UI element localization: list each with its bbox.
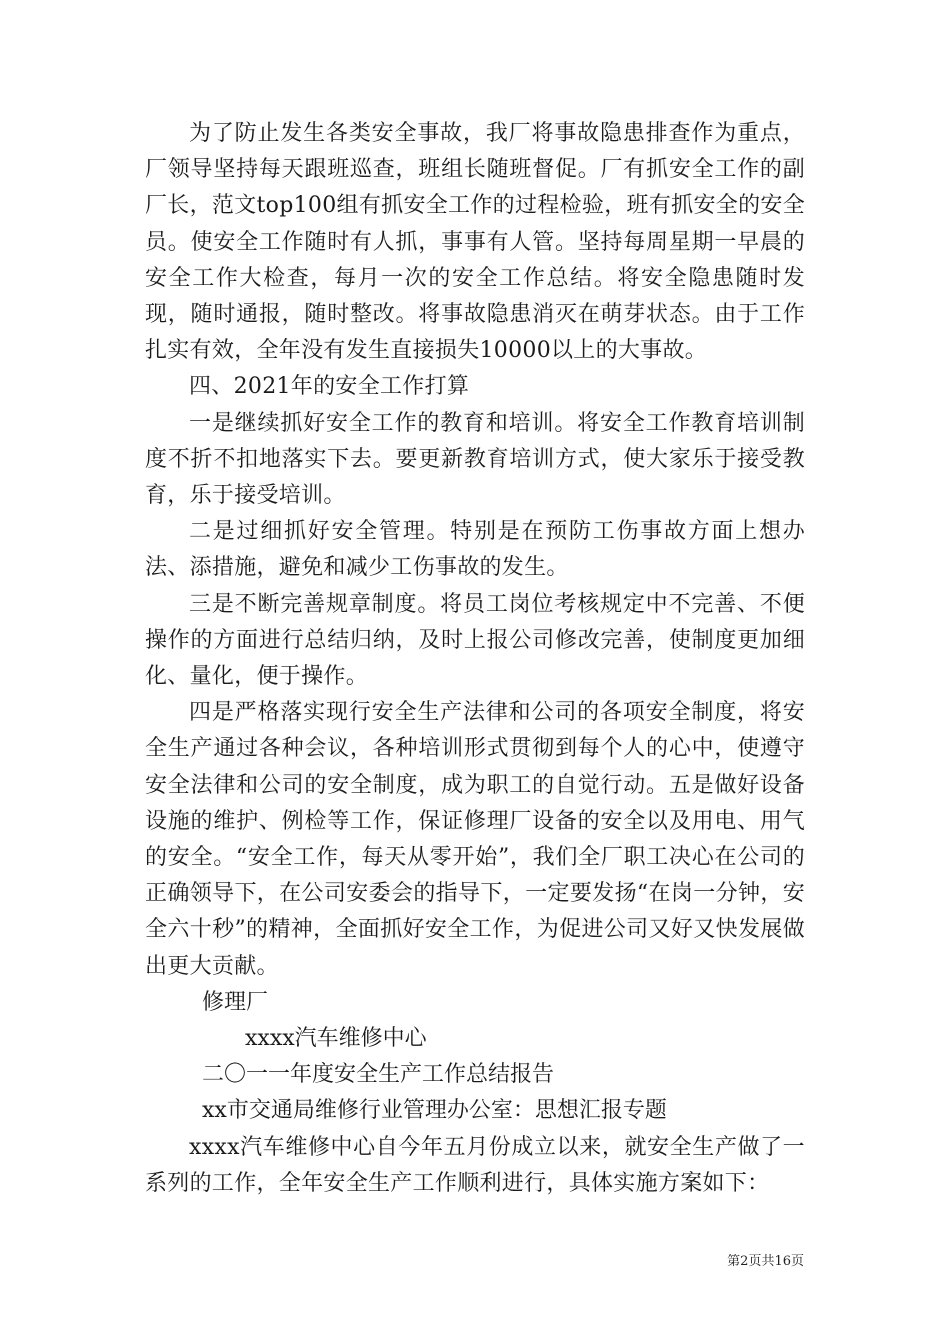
document-body [145, 116, 805, 1202]
section-heading-2021-plan: 四、2021年的安全工作打算 [189, 374, 470, 400]
paragraph-plan-education: 一是继续抓好安全工作的教育和培训。将安全工作教育培训制度不折不扣地落实下去。要更新教育培训方式，使大家乐于接受教育，乐于接受培训。 [145, 410, 805, 509]
page-footer [0, 1250, 950, 1269]
paragraph-plan-regulations: 三是不断完善规章制度。将员工岗位考核规定中不完善、不便操作的方面进行总结归纳，及时上报公司修改完善，使制度更加细化、量化，便于操作。 [145, 591, 805, 690]
report-title: 二〇一一年度安全生产工作总结报告 [202, 1062, 555, 1088]
page-number: 第2页共16页 [727, 1254, 804, 1269]
intro-paragraph: xxxx汽车维修中心自今年五月份成立以来，就安全生产做了一系列的工作，全年安全生产工作顺利进行，具体实施方案如下： [145, 1134, 805, 1196]
center-name: xxxx汽车维修中心 [245, 1026, 427, 1052]
paragraph-plan-management: 二是过细抓好安全管理。特别是在预防工伤事故方面上想办法、添措施，避免和减少工伤事故的发生。 [145, 519, 805, 581]
paragraph-plan-implementation: 四是严格落实现行安全生产法律和公司的各项安全制度，将安全生产通过各种会议，各种培训形式贯彻到每个人的心中，使遵守安全法律和公司的安全制度，成为职工的自觉行动。五是做好设备设施的维护、例检等工作，保证修理厂设备的安全以及用电、用气的安全。“安全工作，每天从零开始”，我们全厂职工决心在公司的正确领导下，在公司安委会的指导下，一定要发扬“在岗一分钟，安全六十秒”的精神，全面抓好安全工作，为促进公司又好又快发展做出更大贡献。 [145, 700, 805, 979]
signature-org: 修理厂 [202, 989, 269, 1015]
addressee-line: xx市交通局维修行业管理办公室：思想汇报专题 [202, 1098, 667, 1124]
paragraph-hazard-inspection: 为了防止发生各类安全事故，我厂将事故隐患排查作为重点，厂领导坚持每天跟班巡查，班组长随班督促。厂有抓安全工作的副厂长，范文top100组有抓安全工作的过程检验，班有抓安全的安全员。使安全工作随时有人抓，事事有人管。坚持每周星期一早晨的安全工作大检查，每月一次的安全工作总结。将安全隐患随时发现，随时通报，随时整改。将事故隐患消灭在萌芽状态。由于工作扎实有效，全年没有发生直接损失10000以上的大事故。 [145, 121, 805, 364]
